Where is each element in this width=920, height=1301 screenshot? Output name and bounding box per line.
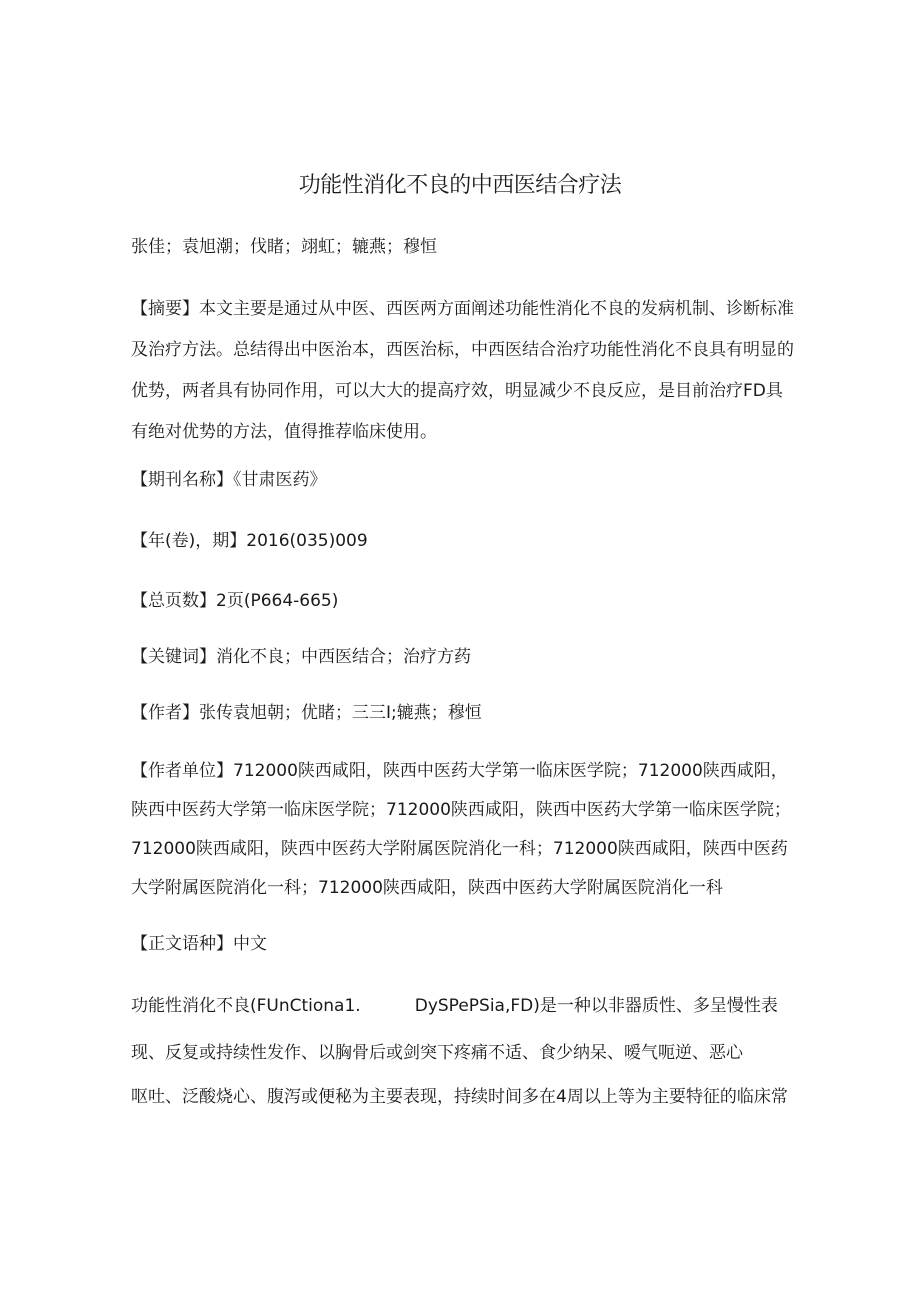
total-pages: 【总页数】2页(P664-665)	[131, 591, 339, 611]
body-text-line: 现、反复或持续性发作、以胸骨后或剑突下疼痛不适、食少纳呆、嗳气呃逆、恶心	[131, 1043, 743, 1063]
keywords: 【关键词】消化不良；中西医结合；治疗方药	[131, 647, 471, 667]
body-text-line: 呕吐、泛酸烧心、腹泻或便秘为主要表现，持续时间多在4周以上等为主要特征的临床常	[131, 1087, 788, 1107]
abstract-paragraph: 【摘要】本文主要是通过从中医、西医两方面阐述功能性消化不良的发病机制、诊断标准及治疗方法。总结得出中医治本，西医治标，中西医结合治疗功能性消化不良具有明显的优势，两者具有协同作用，可以大大的提高疗效，明显减少不良反应，是目前治疗FD具有绝对优势的方法，值得推荐临床使用。	[131, 299, 794, 442]
body-text-line: 功能性消化不良(FUnCtiona1. DySPePSia,FD)是一种以非器质性、多呈慢性表	[131, 996, 778, 1016]
text-language: 【正文语种】中文	[131, 934, 267, 954]
page-title: 功能性消化不良的中西医结合疗法	[298, 173, 622, 198]
author-affiliation: 【作者单位】712000陕西咸阳，陕西中医药大学第一临床医学院；712000陕西咸阳，陕西中医药大学第一临床医学院；712000陕西咸阳，陕西中医药大学第一临床医学院；712000陕西咸阳，陕西中医药大学附属医院消化一科；712000陕西咸阳，陕西中医药大学附属医院消化一科；712000陕西咸阳，陕西中医药大学附属医院消化一科	[131, 761, 791, 898]
year-volume-issue: 【年(卷)，期】2016(035)009	[131, 531, 368, 551]
author-names: 张佳；袁旭潮；伐睹；翊虹；辘燕；穆恒	[131, 237, 437, 257]
author-list: 【作者】张传袁旭朝；优睹；三三I;辘燕；穆恒	[131, 703, 482, 723]
journal-name: 【期刊名称】《甘肃医药》	[131, 470, 327, 490]
